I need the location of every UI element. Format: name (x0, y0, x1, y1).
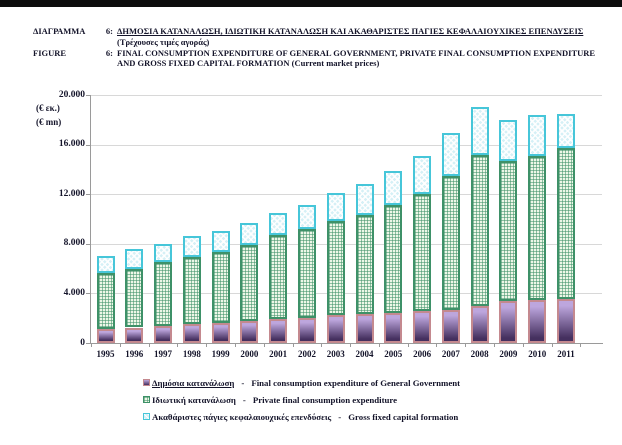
bar-segment-private-2002 (298, 229, 316, 318)
bar-segment-gfcf-2011 (557, 114, 575, 149)
x-tick-label: 2000 (240, 349, 259, 359)
x-axis-tick (120, 344, 121, 347)
bar-segment-private-2005 (384, 205, 402, 312)
bar-segment-private-1999 (212, 252, 230, 323)
bar-segment-private-2011 (557, 148, 575, 299)
caption-label-en-word: FIGURE (33, 47, 67, 58)
x-axis-tick (264, 344, 265, 347)
legend-label-gr-government: Δημόσια κατανάλωση (152, 377, 235, 388)
x-axis-tick (436, 344, 437, 347)
x-tick-label: 1999 (211, 349, 230, 359)
legend-item-private (143, 391, 460, 408)
x-tick-label: 2005 (384, 349, 403, 359)
bar-segment-government-2009 (499, 301, 517, 343)
bar-segment-private-1995 (97, 273, 115, 329)
x-tick-label: 2003 (326, 349, 345, 359)
bar-segment-gfcf-2009 (499, 120, 517, 162)
bar-segment-gfcf-1996 (125, 249, 143, 269)
legend-item-gfcf (143, 408, 460, 425)
caption-label-gr-word: ΔΙΑΓΡΑΜΜΑ (33, 26, 86, 36)
y-tick-label: 4.000 (63, 287, 85, 298)
bar-segment-government-1998 (183, 324, 201, 343)
x-axis-tick (177, 344, 178, 347)
bar-segment-gfcf-2005 (384, 171, 402, 206)
x-axis-line (90, 343, 603, 344)
x-axis-tick (523, 344, 524, 347)
y-axis-unit-english: (€ mn) (36, 117, 62, 127)
caption-number-gr: 6: (105, 26, 113, 36)
bar-segment-government-2000 (240, 321, 258, 343)
x-axis-tick (552, 344, 553, 347)
figure-title-english-line1: FINAL CONSUMPTION EXPENDITURE OF GENERAL GOVERNMENT, PRIVATE FINAL CONSUMPTION EXPENDITURE (117, 47, 596, 58)
x-axis-tick (321, 344, 322, 347)
bar-segment-gfcf-2001 (269, 213, 287, 235)
bar-segment-government-2007 (442, 310, 460, 343)
x-axis-tick (206, 344, 207, 347)
x-tick-label: 2010 (528, 349, 547, 359)
bar-segment-government-2010 (528, 300, 546, 343)
x-tick-label: 2004 (355, 349, 374, 359)
y-axis-line (90, 95, 91, 343)
y-tick-label: 20.000 (58, 89, 85, 100)
bar-segment-private-1996 (125, 269, 143, 328)
figure-subtitle-greek: (Τρέχουσες τιμές αγοράς) (117, 36, 210, 47)
bar-segment-government-1997 (154, 326, 172, 343)
legend-label-en-government: Final consumption expenditure of General Government (251, 377, 461, 388)
chart-legend (143, 374, 460, 425)
bar-segment-gfcf-1997 (154, 244, 172, 262)
legend-swatch-private (143, 396, 150, 403)
bar-segment-government-1995 (97, 329, 115, 343)
bar-segment-gfcf-1998 (183, 236, 201, 257)
bar-segment-private-2003 (327, 221, 345, 315)
legend-label-en-gfcf: Gross fixed capital formation (348, 411, 459, 422)
x-axis-tick (379, 344, 380, 347)
x-axis-tick (350, 344, 351, 347)
legend-label-gr-gfcf: Ακαθάριστες πάγιες κεφαλαιουχικές επενδύσεις (152, 411, 332, 422)
bar-segment-government-2001 (269, 319, 287, 343)
x-tick-label: 2006 (413, 349, 432, 359)
bar-segment-private-2007 (442, 176, 460, 310)
bar-segment-government-2002 (298, 318, 316, 343)
bar-segment-gfcf-2004 (356, 184, 374, 215)
x-axis-tick (465, 344, 466, 347)
bar-segment-private-2004 (356, 215, 374, 314)
x-tick-label: 2007 (441, 349, 460, 359)
bar-segment-private-2000 (240, 245, 258, 321)
bar-segment-gfcf-1995 (97, 256, 115, 273)
legend-swatch-gfcf (143, 413, 150, 420)
y-gridline (90, 194, 602, 195)
y-tick-label: 0 (80, 337, 85, 348)
x-tick-label: 2009 (499, 349, 518, 359)
bar-segment-government-2006 (413, 311, 431, 343)
x-axis-tick (408, 344, 409, 347)
bar-segment-government-2011 (557, 299, 575, 343)
bar-segment-gfcf-2007 (442, 133, 460, 175)
figure-title-english-line2: AND GROSS FIXED CAPITAL FORMATION (Current market prices) (117, 58, 380, 69)
bar-segment-government-1999 (212, 323, 230, 343)
x-tick-label: 1995 (96, 349, 115, 359)
x-axis-tick (149, 344, 150, 347)
bar-segment-government-2004 (356, 314, 374, 343)
bar-segment-gfcf-2002 (298, 205, 316, 229)
bar-segment-private-2009 (499, 161, 517, 301)
x-tick-label: 2002 (297, 349, 316, 359)
y-tick-label: 8.000 (63, 238, 85, 249)
bar-segment-government-2003 (327, 315, 345, 343)
legend-label-en-private: Private final consumption expenditure (252, 394, 398, 405)
x-tick-label: 2011 (557, 349, 575, 359)
legend-separator: - (241, 377, 245, 388)
bar-segment-private-1997 (154, 262, 172, 325)
x-tick-label: 1997 (154, 349, 173, 359)
y-tick-label: 16.000 (58, 139, 85, 150)
x-axis-tick (91, 344, 92, 347)
figure-title-greek: ΔΗΜΟΣΙΑ ΚΑΤΑΝΑΛΩΣΗ, ΙΔΙΩΤΙΚΗ ΚΑΤΑΝΑΛΩΣΗ ΚΑΙ ΑΚΑΘΑΡΙΣΤΕΣ ΠΑΓΙΕΣ ΚΕΦΑΛΑΙΟΥΧΙΚΕΣ ΕΠΕΝΔΥΣΕΙΣ (117, 26, 584, 36)
x-axis-tick (494, 344, 495, 347)
legend-label-gr-private: Ιδιωτική κατανάλωση (152, 394, 236, 405)
bar-segment-gfcf-2008 (471, 107, 489, 154)
y-gridline (90, 145, 602, 146)
x-tick-label: 2008 (470, 349, 489, 359)
legend-item-government (143, 374, 460, 391)
y-gridline (90, 95, 602, 96)
x-axis-tick (235, 344, 236, 347)
x-tick-label: 1996 (125, 349, 144, 359)
bar-segment-private-2001 (269, 235, 287, 319)
bar-segment-government-1996 (125, 328, 143, 344)
bar-segment-gfcf-2006 (413, 156, 431, 194)
bar-segment-gfcf-1999 (212, 231, 230, 251)
bar-segment-government-2008 (471, 306, 489, 343)
bar-segment-private-2008 (471, 155, 489, 306)
x-tick-label: 1998 (182, 349, 201, 359)
legend-separator: - (242, 394, 246, 405)
x-axis-tick (580, 344, 581, 347)
x-tick-label: 2001 (269, 349, 288, 359)
x-axis-tick (293, 344, 294, 347)
legend-separator: - (338, 411, 342, 422)
y-tick-label: 12.000 (58, 188, 85, 199)
bar-segment-gfcf-2003 (327, 193, 345, 222)
y-axis-unit-greek: (€ εκ.) (36, 103, 60, 113)
bar-segment-private-1998 (183, 257, 201, 323)
bar-segment-gfcf-2000 (240, 223, 258, 245)
bar-segment-gfcf-2010 (528, 115, 546, 156)
caption-number-en: 6: (105, 47, 113, 58)
legend-swatch-government (143, 379, 150, 386)
bar-segment-government-2005 (384, 313, 402, 343)
bar-segment-private-2006 (413, 194, 431, 311)
bar-segment-private-2010 (528, 156, 546, 300)
